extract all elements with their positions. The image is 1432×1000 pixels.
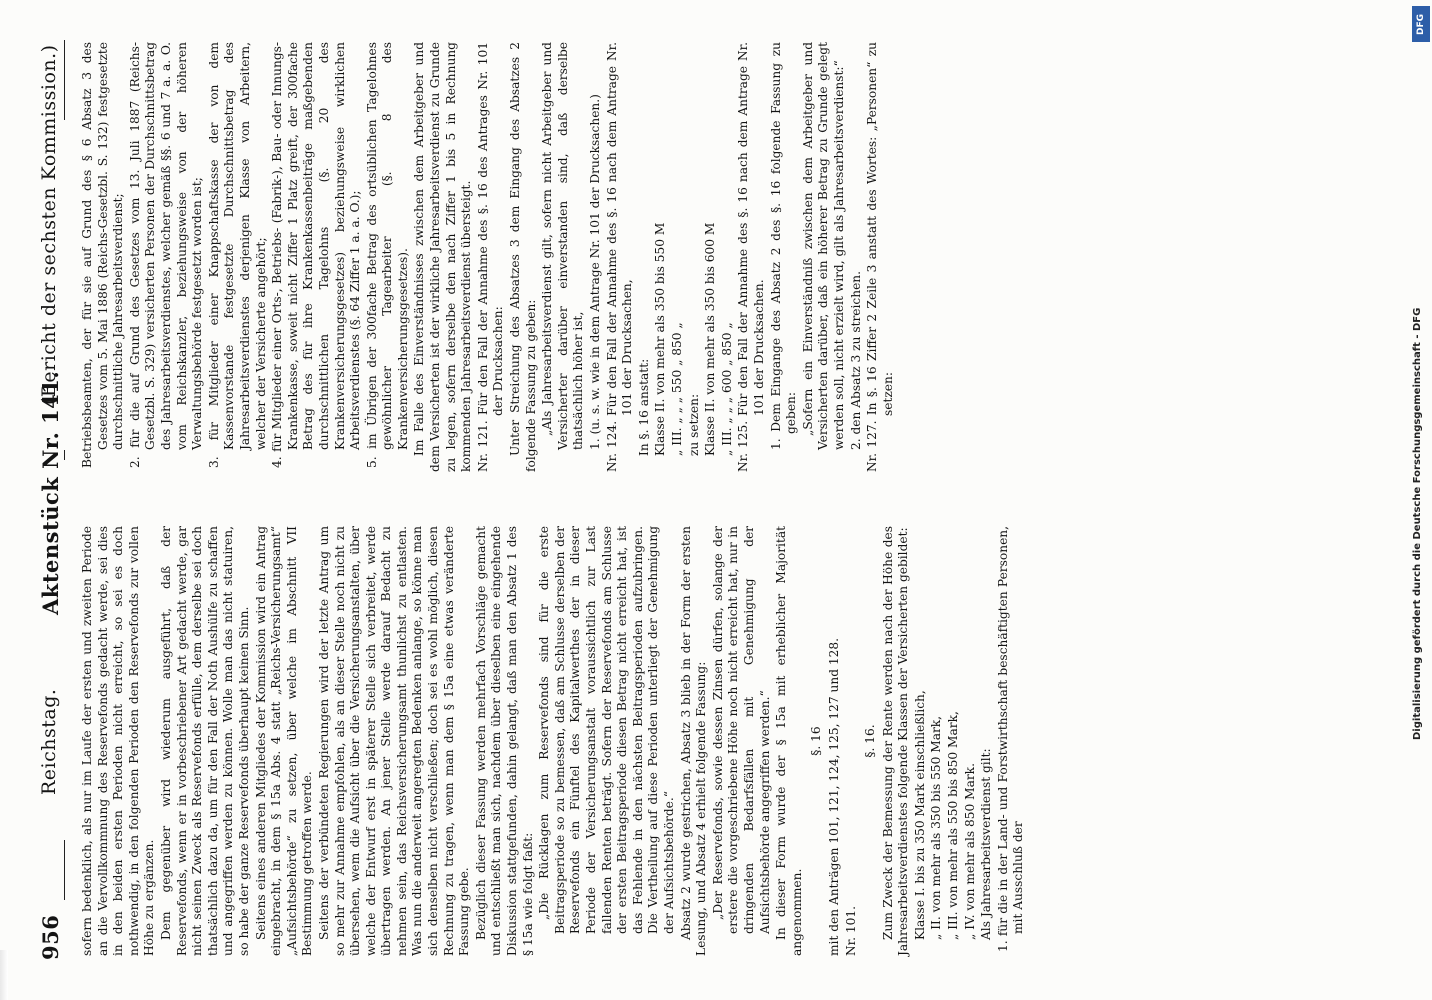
klasse-line: Klasse II. von mehr als 350 bis 600 M [703,222,718,456]
page-header [38,40,68,960]
list-item: 4. für Mitglieder einer Orts-, Betriebs- (Fabrik-), Bau- oder Innungs-Krankenkasse, soweit nicht Ziffer 1 Platz greift, der 300fache Betrag des für ihre Krankenkassenbeiträge maßgebenden durchschnittlichen Tagelohns (§. 20 des Krankenversicherungsgesetzes) beziehungsweise wirklichen Arbeitsverdienstes (§. 64 Ziffer 1 a. a. O.); [270,42,363,468]
list-item: 2. den Absatz 3 zu streichen. [848,270,863,450]
header-aktenstueck: Aktenstück Nr. 141. [38,370,63,615]
paragraph: sofern bedenklich, als nur im Laufe der ersten und zweiten Periode an die Vervollkommnung des Reservefonds gedacht werde, sei dies in den beiden ersten Perioden nicht erreicht, so sei es doch nothwendig, in den folgenden Perioden den Reservefonds zur vollen Höhe zu ergänzen. [80,526,157,956]
paragraph: Seitens eines anderen Mitgliedes der Kommission wird ein Antrag eingebracht, in dem § 15a Abs. 4 statt „Reichs-Versicherungsamt“ „Aufsichtsbehörde“ zu setzen, über welche im Abschnitt VII Bestimmung getroffen werde. [253,526,315,956]
klasse-line: „ III. „ „ „ 600 „ 850 „ [719,322,734,456]
motion-number: Nr. 101. [843,905,858,956]
motion-paragraph: Nr. 127. In §. 16 Ziffer 2 Zeile 3 anstatt des Wortes: „Personen“ zu setzen: [865,42,895,472]
list-item: 2. für die auf Grund des Gesetzes vom 13. Juli 1887 (Reichs-Gesetzbl. S. 329) versicherten Personen der Durchschnittsbetrag des Jahresarbeitsverdienstes, welcher gemäß §§. 6 und 7 a. a. O. vom Reichskanzler, beziehungsweise von der höheren Verwaltungsbehörde festgesetzt worden ist; [127,42,205,468]
list-item: 1. Dem Eingange des Absatz 2 des §. 16 folgende Fassung zu geben: [768,42,799,450]
paragraph: Im Falle des Einverständnisses zwischen dem Arbeitgeber und dem Versicherten ist der wirkliche Jahresarbeitsverdienst zu Grunde zu legen, sofern derselbe den nach Ziffer 1 bis 5 in Rechnung kommenden Jahresarbeitsverdienst übersteigt. [412,42,474,472]
paragraph: mit den Anträgen 101, 121, 124, 125, 127 und 128. [826,637,841,956]
klasse-line: Klasse II. von mehr als 350 bis 550 M [653,222,668,456]
paragraph: Absatz 2 wurde gestrichen, Absatz 3 blieb in der Form der ersten Lesung, und Absatz 4 erhielt folgende Fassung: [678,526,709,956]
text-column-left [80,526,1028,956]
motion-paragraph: Nr. 125. Für den Fall der Annahme des §. 16 nach dem Antrage Nr. 101 der Drucksachen. [736,42,766,472]
list-item: 5. im Übrigen der 300fache Betrag des ortsüblichen Tagelohnes gewöhnlicher Tagearbeiter (§. 8 des Krankenversicherungsgesetzes). [364,42,410,468]
paragraph: Zum Zweck der Bemessung der Rente werden nach der Höhe des Jahresarbeitsverdienstes folgende Klassen der Versicherten gebildet: [880,526,911,956]
paragraph: Bezüglich dieser Fassung werden mehrfach Vorschläge gemacht und entschließt man sich, nachdem über dieselben eine eingehende Diskussion stattgefunden, dahin gelangt, daß man den Absatz 1 des § 15a wie folgt faßt: [473,526,535,956]
page-number: 956 [38,914,63,960]
list-item: 3. für Mitglieder einer Knappschaftskasse der von dem Kassenvorstande festgesetzte Durchschnittsbetrag des Jahresarbeitsverdienstes derjenigen Klasse von Arbeitern, welcher der Versicherte angehört; [206,42,268,468]
digitization-credit: Digitalisierung gefördert durch die Deutsche Forschungsgemeinschaft - DFG [1412,307,1423,740]
motion-paragraph: Nr. 121. Für den Fall der Annahme des §. 16 des Antrages Nr. 101 der Drucksachen: [475,42,506,472]
motion-paragraph: Nr. 124. Für den Fall der Annahme des §. 16 nach dem Antrage Nr. 101 der Drucksachen, [604,42,635,472]
paragraph: In dieser Form wurde der § 15a mit erheblicher Majorität angenommen. [774,526,804,956]
header-reichstag: Reichstag. [38,688,60,795]
klasse-line: „ II. von mehr als 350 bis 550 Mark, [929,715,944,940]
klasse-line: „ III. „ „ „ 550 „ 850 „ [669,322,684,456]
header-rule-right [64,40,65,120]
quote-paragraph: „Sofern ein Einverständniß zwischen dem Arbeitgeber und Versicherten darüber, daß ein höherer Betrag zu Grunde gelegt werden soll, nicht erzielt wird, gilt als Jahresarbeitsverdienst:“ [800,42,846,450]
paragraph: zu setzen: [686,393,701,456]
klasse-line: Klasse I. bis zu 350 Mark einschließlich, [912,690,927,940]
paragraph: Als Jahresarbeitsverdienst gilt: [979,748,994,940]
paragraph: Seitens der verbündeten Regierungen wird der letzte Antrag um so mehr zur Annahme empfohlen, als an dieser Stelle noch nicht zu übersehen, wem die Aufsicht über die Versicherungsanstalten, über welche der Entwurf erst in späterer Stelle sich verbreitet, werde übertragen werden. An jener Stelle werde darauf Bedacht zu nehmen sein, das Reichsversicherungsamt thunlichst zu entlasten. Was nun die anderweit angeregten Bedenken anlange, so könne man sich denselben nicht verschließen; doch sei es wohl möglich, diesen Rechnung zu tragen, wenn man dem § 15a eine etwas veränderte Fassung gebe. [316,526,472,956]
klasse-line: „ IV. von mehr als 850 Mark. [962,763,977,940]
klasse-line: „ III. von mehr als 550 bis 850 Mark, [946,711,961,940]
header-rule-left [64,840,65,900]
list-item: 1. für die in der Land- und Forstwirthschaft beschäftigten Personen, mit Ausschluß der [995,526,1026,952]
list-item: Betriebsbeamten, der für sie auf Grund des § 6 Absatz 3 des Gesetzes vom 5. Mai 1886 (Reichs-Gesetzbl. S. 132) festgesetzte durchschnittliche Jahresarbeitsverdienst; [80,42,126,468]
paragraph: Dem gegenüber wird wiederum ausgeführt, daß der Reservefonds, wenn er in vorbeschriebener Art gedacht werde, gar nicht seinen Zweck als Reservefonds erfülle, dem derselbe sei doch thatsächlich dazu da, um für den Fall der Noth Aushülfe zu schaffen und angegriffen werden zu können. Wolle man das nicht statuiren, so habe der ganze Reservefonds überhaupt keinen Sinn. [158,526,251,956]
section-heading: §. 16. [863,724,878,758]
header-rule-mid [64,450,65,460]
text-column-right [80,42,897,472]
quote-paragraph: „Als Jahresarbeitsverdienst gilt, sofern nicht Arbeitgeber und Versicherter darüber einverstanden sind, daß derselbe thatsächlich höher ist, [540,42,586,450]
paragraph: In §. 16 anstatt: [636,358,651,456]
dfg-logo: DFG [1412,6,1430,42]
list-item: 1. (u. s. w. wie in dem Antrage Nr. 101 der Drucksachen.) [588,94,602,450]
header-bericht: (Bericht der sechsten Kommission.) [38,44,60,405]
page-fold-shadow [0,950,8,1000]
paragraph: Unter Streichung des Absatzes 3 dem Eingang des Absatzes 2 folgende Fassung zu geben: [508,42,538,472]
quote-paragraph: „Der Reservefonds, sowie dessen Zinsen dürfen, solange der erstere die vorgeschriebene Höhe noch nicht erreicht hat, nur in dringenden Bedarfsfällen mit Genehmigung der Aufsichtsbehörde angegriffen werden.“ [710,526,772,934]
section-heading: §. 16 [809,726,824,756]
quote-paragraph: „Die Rücklagen zum Reservefonds sind für die erste Beitragsperiode so zu bemessen, daß am Schlusse derselben der Reservefonds ein Fünftel des Kapitalwerthes der in dieser Periode der Versicherungsanstalt voraussichtlich zur Last fallenden Renten beträgt. Sofern der Reservefonds am Schlusse der ersten Beitragsperiode diesen Betrag nicht erreicht hat, ist das Fehlende in den nächsten Beitragsperioden aufzubringen. Die Vertheilung auf diese Perioden unterliegt der Genehmigung der Aufsichtsbehörde.“ [537,526,676,934]
